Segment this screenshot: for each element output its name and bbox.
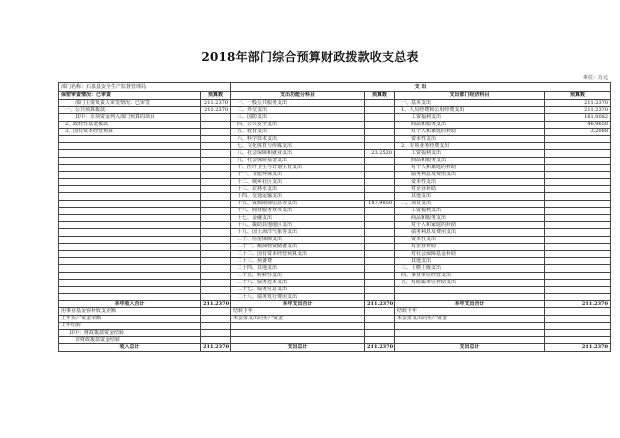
expense-section-cell: 支 出: [231, 83, 611, 92]
econ-item-cell: [395, 337, 545, 344]
table-row: [59, 200, 611, 207]
col-econ-item: 支出部门经济科目: [395, 92, 545, 100]
econ-budget-cell: [545, 215, 611, 222]
func-item-cell: 二十一、粮油物资储备支出: [231, 243, 365, 250]
func-item-cell: 六、科学技术支出: [231, 135, 365, 142]
econ-budget-cell: [545, 243, 611, 250]
func-budget-cell: [365, 330, 395, 337]
income-budget-cell: [201, 265, 231, 272]
income-total-label: 收入总计: [59, 344, 201, 351]
func-item-cell: 五、教育支出: [231, 128, 365, 135]
income-budget-cell: [201, 121, 231, 128]
income-budget-cell: [201, 279, 231, 286]
income-item-cell: [59, 243, 201, 250]
econ-budget-cell: [545, 135, 611, 142]
income-item-cell: 3、国有资本经营预算: [59, 128, 201, 135]
econ-item-cell: 1、人员经费和公用经费支出: [395, 107, 545, 114]
func-budget-cell: [365, 143, 395, 150]
func-item-cell: 十三、农林水支出: [231, 186, 365, 193]
table-row: [59, 294, 611, 301]
func-item-cell: 一、一般公共服务支出: [231, 100, 365, 107]
income-item-cell: 用事业基金弥补收支差额: [59, 308, 201, 315]
table-row: [59, 143, 611, 150]
income-item-cell: [59, 272, 201, 279]
grand-total-row: [59, 344, 611, 351]
func-budget-cell: [365, 322, 395, 329]
income-budget-cell: [201, 308, 231, 315]
budget-table: [58, 82, 611, 352]
income-item-cell: [59, 279, 201, 286]
func-item-cell: 二十四、其他支出: [231, 265, 365, 272]
table-row: [59, 236, 611, 243]
func-item-cell: 十一、节能环保支出: [231, 171, 365, 178]
income-item-cell: [59, 164, 201, 171]
income-item-cell: [59, 186, 201, 193]
func-budget-cell: [365, 128, 395, 135]
table-row: [59, 250, 611, 257]
table-row: [59, 265, 611, 272]
table-row: [59, 114, 611, 121]
func-budget-cell: [365, 121, 395, 128]
func-item-cell: 结转下年: [231, 308, 365, 315]
func-item-cell: 十五、资源勘探信息等支出: [231, 200, 365, 207]
func-budget-cell: [365, 193, 395, 200]
econ-budget-cell: [545, 157, 611, 164]
func-budget-cell: [365, 179, 395, 186]
income-item-cell: [59, 150, 201, 157]
income-item-cell: 部门主要负责人审签情况：已审签: [59, 100, 201, 107]
econ-item-cell: 其他支出: [395, 193, 545, 200]
table-row: [59, 272, 611, 279]
econ-budget-cell: 46.9650: [545, 121, 611, 128]
econ-item-cell: 工资福利支出: [395, 207, 545, 214]
income-budget-cell: 211.2370: [201, 100, 231, 107]
econ-budget-cell: [545, 207, 611, 214]
income-item-cell: 2、政府性基金拨款: [59, 121, 201, 128]
func-item-cell: 二十、住房保障支出: [231, 236, 365, 243]
func-total-label: 支出总计: [231, 344, 365, 351]
econ-budget-cell: 3.2088: [545, 128, 611, 135]
func-item-cell: 二十七、债务付息支出: [231, 286, 365, 293]
econ-budget-cell: [545, 330, 611, 337]
econ-item-cell: 二、项目支出: [395, 200, 545, 207]
income-item-cell: [59, 250, 201, 257]
income-item-cell: [59, 222, 201, 229]
income-budget-cell: [201, 150, 231, 157]
table-row: [59, 193, 611, 200]
econ-item-cell: 三、上缴上级支出: [395, 265, 545, 272]
income-budget-cell: [201, 286, 231, 293]
income-budget-cell: [201, 135, 231, 142]
income-budget-cell: [201, 200, 231, 207]
budget-table-body: [59, 83, 611, 352]
income-budget-cell: [201, 193, 231, 200]
income-budget-cell: [201, 114, 231, 121]
econ-item-cell: 商品和服务支出: [395, 157, 545, 164]
unit-label: 单位：万元: [582, 75, 608, 81]
func-item-cell: 十七、金融支出: [231, 215, 365, 222]
func-budget-cell: [365, 337, 395, 344]
func-budget-cell: [365, 308, 395, 315]
table-row: [59, 128, 611, 135]
table-row: [59, 222, 611, 229]
table-row: [59, 330, 611, 337]
econ-item-cell: [395, 294, 545, 301]
income-item-cell: [59, 207, 201, 214]
table-row: [59, 164, 611, 171]
func-item-cell: [231, 330, 365, 337]
econ-item-cell: 2、专项业务经费支出: [395, 143, 545, 150]
econ-budget-cell: [545, 337, 611, 344]
econ-budget-cell: 161.0082: [545, 114, 611, 121]
income-item-cell: [59, 229, 201, 236]
income-item-cell: [59, 286, 201, 293]
func-item-cell: [231, 322, 365, 329]
income-budget-cell: 211.2370: [201, 107, 231, 114]
func-item-cell: 七、文化体育与传媒支出: [231, 143, 365, 150]
econ-budget-cell: [545, 143, 611, 150]
income-item-cell: 上年结转: [59, 322, 201, 329]
econ-item-cell: [395, 286, 545, 293]
income-item-cell: [59, 200, 201, 207]
econ-item-cell: 资本性支出: [395, 179, 545, 186]
econ-budget-cell: [545, 171, 611, 178]
func-total-label: 本年支出合计: [231, 301, 365, 308]
func-budget-cell: [365, 243, 395, 250]
func-item-cell: 二十八、债务发行费用支出: [231, 294, 365, 301]
econ-item-cell: 工资福利支出: [395, 114, 545, 121]
table-row: [59, 243, 611, 250]
econ-item-cell: [395, 330, 545, 337]
income-item-cell: 非财政拨款资金结转: [59, 337, 201, 344]
func-item-cell: 未安排支出的实户资金: [231, 315, 365, 322]
econ-item-cell: 资本性支出: [395, 236, 545, 243]
econ-item-cell: 对企业补助: [395, 243, 545, 250]
econ-item-cell: 其他支出: [395, 258, 545, 265]
income-total-value: 211.2370: [201, 301, 231, 308]
table-row: [59, 279, 611, 286]
income-item-cell: [59, 258, 201, 265]
func-budget-cell: [365, 250, 395, 257]
col-income-budget: 预算数: [201, 92, 231, 100]
econ-budget-cell: 211.2370: [545, 107, 611, 114]
income-item-cell: [59, 236, 201, 243]
col-income-item: 保密审查情况：已审查: [59, 92, 201, 100]
econ-item-cell: 五、对附属单位补助支出: [395, 279, 545, 286]
table-row: [59, 150, 611, 157]
income-item-cell: [59, 171, 201, 178]
func-budget-cell: [365, 207, 395, 214]
econ-budget-cell: [545, 286, 611, 293]
econ-item-cell: 对企业补助: [395, 186, 545, 193]
income-budget-cell: [201, 294, 231, 301]
func-budget-cell: [365, 315, 395, 322]
income-budget-cell: [201, 337, 231, 344]
func-budget-cell: [365, 114, 395, 121]
table-row: [59, 107, 611, 114]
table-row: [59, 157, 611, 164]
func-total-value: 211.2370: [365, 344, 395, 351]
table-row: [59, 322, 611, 329]
func-budget-cell: [365, 272, 395, 279]
func-item-cell: 十六、商业服务业等支出: [231, 207, 365, 214]
func-item-cell: 十九、国土海洋气象等支出: [231, 229, 365, 236]
econ-item-cell: 四、事业单位经营支出: [395, 272, 545, 279]
income-item-cell: [59, 157, 201, 164]
econ-budget-cell: 211.2370: [545, 100, 611, 107]
income-item-cell: [59, 265, 201, 272]
func-item-cell: 十四、交通运输支出: [231, 193, 365, 200]
econ-item-cell: 债务利息及费用支出: [395, 171, 545, 178]
econ-total-label: 本年支出合计: [395, 301, 545, 308]
header-row-1: [59, 83, 611, 92]
income-budget-cell: [201, 171, 231, 178]
table-row: [59, 258, 611, 265]
income-budget-cell: [201, 143, 231, 150]
income-item-cell: [59, 193, 201, 200]
income-budget-cell: [201, 258, 231, 265]
func-item-cell: 四、公共安全支出: [231, 121, 365, 128]
table-row: [59, 179, 611, 186]
func-item-cell: 二十二、国有资本经营预算支出: [231, 250, 365, 257]
econ-item-cell: 对社会保障基金补助: [395, 250, 545, 257]
col-func-item: 支出功能分科目: [231, 92, 365, 100]
econ-budget-cell: [545, 164, 611, 171]
func-item-cell: 二十六、债务还本支出: [231, 279, 365, 286]
dept-name-cell: 部门名称：石泉县安全生产监督管理局: [59, 83, 231, 92]
func-item-cell: 三、国防支出: [231, 114, 365, 121]
table-row: [59, 100, 611, 107]
income-budget-cell: [201, 157, 231, 164]
income-budget-cell: [201, 272, 231, 279]
header-row-2: [59, 92, 611, 100]
income-item-cell: [59, 215, 201, 222]
table-row: [59, 121, 611, 128]
econ-budget-cell: [545, 322, 611, 329]
func-item-cell: 九、社会保险基金支出: [231, 157, 365, 164]
income-budget-cell: [201, 243, 231, 250]
report-title: 2018年部门综合预算财政拨款收支总表: [201, 50, 419, 64]
econ-budget-cell: [545, 222, 611, 229]
table-row: [59, 337, 611, 344]
func-budget-cell: [365, 171, 395, 178]
func-item-cell: 十八、援助其他地区支出: [231, 222, 365, 229]
income-budget-cell: [201, 164, 231, 171]
func-budget-cell: [365, 286, 395, 293]
table-row: [59, 315, 611, 322]
income-budget-cell: [201, 186, 231, 193]
func-item-cell: 十、医疗卫生与计划生育支出: [231, 164, 365, 171]
func-budget-cell: [365, 135, 395, 142]
table-row: [59, 308, 611, 315]
income-budget-cell: [201, 128, 231, 135]
econ-item-cell: 对个人和家庭的补助: [395, 128, 545, 135]
econ-item-cell: 未安排支出的实户资金: [395, 315, 545, 322]
func-budget-cell: [365, 164, 395, 171]
income-budget-cell: [201, 330, 231, 337]
income-budget-cell: [201, 179, 231, 186]
func-budget-cell: [365, 157, 395, 164]
func-budget-cell: [365, 107, 395, 114]
col-func-budget: 预算数: [365, 92, 395, 100]
func-budget-cell: [365, 222, 395, 229]
func-budget-cell: [365, 229, 395, 236]
func-item-cell: 二十三、预备费: [231, 258, 365, 265]
econ-budget-cell: [545, 279, 611, 286]
econ-item-cell: 对个人和家庭的补助: [395, 222, 545, 229]
income-budget-cell: [201, 236, 231, 243]
income-budget-cell: [201, 229, 231, 236]
func-total-value: 211.2370: [365, 301, 395, 308]
income-item-cell: [59, 179, 201, 186]
func-budget-cell: [365, 265, 395, 272]
func-item-cell: 十二、城乡社区支出: [231, 179, 365, 186]
income-total-label: 本年收入合计: [59, 301, 201, 308]
econ-budget-cell: [545, 179, 611, 186]
income-item-cell: [59, 135, 201, 142]
econ-budget-cell: [545, 265, 611, 272]
table-row: [59, 186, 611, 193]
income-item-cell: [59, 294, 201, 301]
econ-budget-cell: [545, 315, 611, 322]
econ-total-value: 211.2370: [545, 301, 611, 308]
table-row: [59, 286, 611, 293]
table-row: [59, 171, 611, 178]
econ-item-cell: 资本性支出: [395, 135, 545, 142]
table-row: [59, 207, 611, 214]
income-budget-cell: [201, 250, 231, 257]
table-row: [59, 215, 611, 222]
col-econ-budget: 预算数: [545, 92, 611, 100]
econ-item-cell: 债务利息及费用支出: [395, 229, 545, 236]
econ-budget-cell: [545, 294, 611, 301]
income-item-cell: 上年实户资金余额: [59, 315, 201, 322]
econ-budget-cell: [545, 150, 611, 157]
econ-item-cell: 工资福利支出: [395, 150, 545, 157]
table-row: [59, 229, 611, 236]
econ-item-cell: 一、基本支出: [395, 100, 545, 107]
income-budget-cell: [201, 215, 231, 222]
func-budget-cell: [365, 258, 395, 265]
econ-total-value: 211.2370: [545, 344, 611, 351]
income-total-value: 211.2370: [201, 344, 231, 351]
econ-budget-cell: [545, 193, 611, 200]
func-item-cell: 八、社会保障和就业支出: [231, 150, 365, 157]
econ-budget-cell: [545, 200, 611, 207]
econ-budget-cell: [545, 229, 611, 236]
income-budget-cell: [201, 315, 231, 322]
econ-item-cell: 对个人和家庭的补助: [395, 164, 545, 171]
func-item-cell: [231, 337, 365, 344]
func-budget-cell: [365, 236, 395, 243]
econ-budget-cell: [545, 250, 611, 257]
income-budget-cell: [201, 222, 231, 229]
func-budget-cell: [365, 215, 395, 222]
econ-budget-cell: [545, 186, 611, 193]
income-item-cell: 其中：财政拨款资金结转: [59, 330, 201, 337]
econ-total-label: 支出总计: [395, 344, 545, 351]
econ-budget-cell: [545, 258, 611, 265]
econ-budget-cell: [545, 236, 611, 243]
econ-budget-cell: [545, 272, 611, 279]
income-budget-cell: [201, 322, 231, 329]
year-total-row: [59, 301, 611, 308]
econ-item-cell: 结转下年: [395, 308, 545, 315]
econ-item-cell: 商品和服务支出: [395, 215, 545, 222]
income-item-cell: 其中：专项资金列入部门预算的项目: [59, 114, 201, 121]
func-budget-cell: [365, 186, 395, 193]
func-item-cell: 二、外交支出: [231, 107, 365, 114]
func-budget-cell: [365, 100, 395, 107]
func-budget-cell: 187.9850: [365, 200, 395, 207]
func-budget-cell: [365, 294, 395, 301]
econ-item-cell: 商品和服务支出: [395, 121, 545, 128]
income-item-cell: [59, 143, 201, 150]
income-item-cell: 一、公共预算拨款: [59, 107, 201, 114]
table-row: [59, 135, 611, 142]
econ-item-cell: [395, 322, 545, 329]
income-budget-cell: [201, 207, 231, 214]
func-budget-cell: 23.2520: [365, 150, 395, 157]
func-item-cell: 二十五、转移性支出: [231, 272, 365, 279]
econ-budget-cell: [545, 308, 611, 315]
func-budget-cell: [365, 279, 395, 286]
